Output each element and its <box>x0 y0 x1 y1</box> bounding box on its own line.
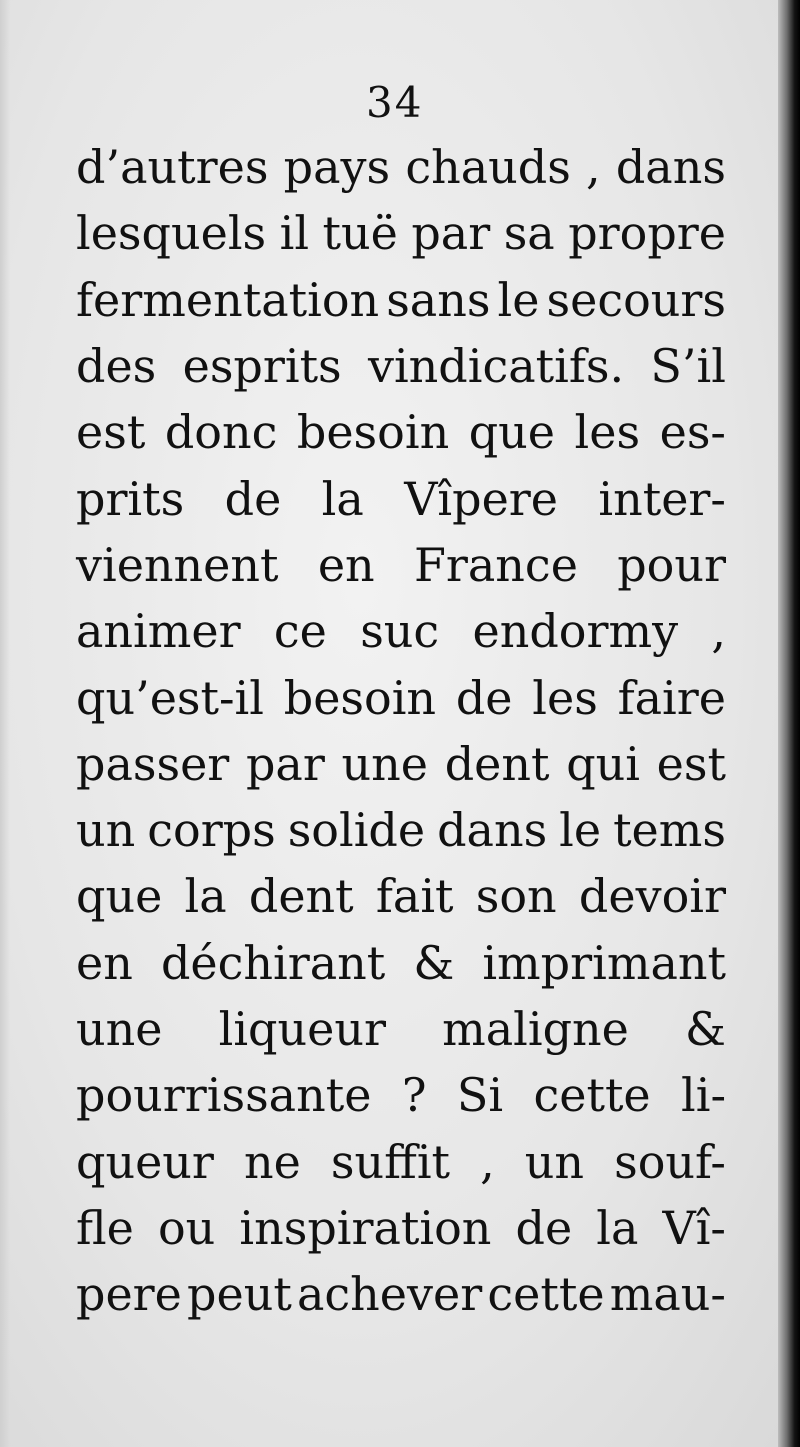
word: sans <box>386 272 491 327</box>
word: vindicatifs. <box>367 339 625 394</box>
word: besoin <box>283 670 437 725</box>
word: en <box>76 935 133 990</box>
word: les <box>574 405 641 460</box>
word: Vî- <box>662 1200 726 1255</box>
word: passer <box>76 736 230 791</box>
word: devoir <box>578 869 726 924</box>
word: mau- <box>609 1267 726 1322</box>
word: endormy <box>472 604 679 659</box>
word: , <box>586 140 601 195</box>
word: pays <box>283 140 391 195</box>
text-line <box>76 930 726 996</box>
word: esprits <box>182 339 342 394</box>
text-line <box>76 399 726 465</box>
word: tuë <box>322 206 398 261</box>
word: un <box>76 803 136 858</box>
text-line <box>76 1261 726 1327</box>
word: faire <box>617 670 726 725</box>
word: le <box>559 803 602 858</box>
word: & <box>685 1002 726 1056</box>
word: secours <box>546 272 726 327</box>
word: maligne <box>442 1002 629 1056</box>
page-number: 34 <box>366 78 424 127</box>
word: une <box>341 736 429 791</box>
word: dans <box>437 803 548 858</box>
word: d’autres <box>76 140 269 195</box>
word: propre <box>568 206 726 261</box>
word: ? <box>401 1068 427 1123</box>
word: que <box>76 869 163 924</box>
word: , <box>711 604 726 659</box>
word: besoin <box>296 405 450 460</box>
text-line <box>76 1062 726 1128</box>
word: lesquels <box>76 206 267 261</box>
word: peut <box>187 1267 292 1322</box>
body-text <box>76 134 726 1327</box>
word: suffit <box>330 1134 451 1189</box>
word: la <box>596 1200 639 1255</box>
text-line <box>76 333 726 399</box>
text-line <box>76 797 726 863</box>
text-line <box>76 731 726 797</box>
text-line <box>76 267 726 333</box>
word: Si <box>456 1068 504 1123</box>
word: imprimant <box>482 935 726 990</box>
word: queur <box>76 1134 214 1189</box>
text-line <box>76 863 726 929</box>
word: que <box>468 405 556 460</box>
word: de <box>515 1200 573 1255</box>
word: de <box>455 670 513 725</box>
word: dans <box>615 140 726 195</box>
book-spine-shadow <box>778 0 800 1447</box>
word: par <box>411 206 491 261</box>
word: , <box>480 1134 495 1189</box>
text-line <box>76 996 726 1062</box>
text-line <box>76 1195 726 1261</box>
word: es- <box>659 405 726 460</box>
word: de <box>224 471 282 526</box>
text-line <box>76 598 726 664</box>
word: fle <box>76 1200 134 1255</box>
word: solide <box>287 803 426 858</box>
word: dent <box>444 736 550 791</box>
word: France <box>413 537 578 592</box>
text-line <box>76 1128 726 1194</box>
word: déchirant <box>160 935 386 990</box>
word: prits <box>76 471 185 526</box>
word: inter- <box>598 471 726 526</box>
text-line <box>76 134 726 200</box>
text-line <box>76 465 726 531</box>
word: & <box>413 935 455 990</box>
word: dent <box>248 869 354 924</box>
word: viennent <box>76 537 279 592</box>
word: ne <box>243 1134 301 1189</box>
text-line <box>76 200 726 266</box>
word: sa <box>503 206 555 261</box>
word: pere <box>76 1267 182 1322</box>
word: ou <box>157 1200 216 1255</box>
word: est <box>656 736 726 791</box>
word: la <box>321 471 364 526</box>
word: un <box>524 1134 585 1189</box>
word: ce <box>273 604 327 659</box>
word: en <box>317 537 375 592</box>
word: qui <box>566 736 640 791</box>
word: cette <box>533 1068 651 1123</box>
word: par <box>245 736 325 791</box>
word: li- <box>681 1068 726 1123</box>
word: des <box>76 339 157 394</box>
word: liqueur <box>218 1002 386 1056</box>
word: Vîpere <box>404 471 558 526</box>
word: il <box>279 206 310 261</box>
word: inspiration <box>239 1200 492 1255</box>
word: animer <box>76 604 241 659</box>
word: son <box>475 869 557 924</box>
word: chauds <box>405 140 571 195</box>
word: cette <box>487 1267 605 1322</box>
word: le <box>497 272 540 327</box>
word: pourrissante <box>76 1068 372 1123</box>
word: donc <box>164 405 278 460</box>
word: les <box>532 670 598 725</box>
word: suc <box>360 604 440 659</box>
word: la <box>184 869 227 924</box>
word: une <box>76 1002 163 1056</box>
page-left-edge <box>0 0 10 1447</box>
word: est <box>76 405 146 460</box>
word: corps <box>147 803 276 858</box>
text-line <box>76 532 726 598</box>
word: fermentation <box>76 272 380 327</box>
word: fait <box>375 869 454 924</box>
word: pour <box>617 537 726 592</box>
word: tems <box>613 803 726 858</box>
word: S’il <box>650 339 726 394</box>
text-line <box>76 664 726 730</box>
word: achever <box>296 1267 483 1322</box>
word: qu’est-il <box>76 670 264 725</box>
word: souf- <box>614 1134 726 1189</box>
